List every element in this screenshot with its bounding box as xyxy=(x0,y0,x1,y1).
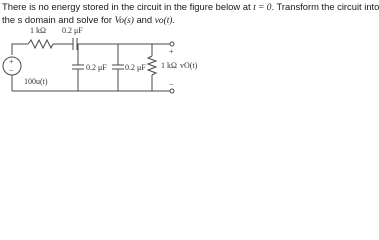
output-minus-sign: − xyxy=(169,80,174,89)
c1-label: 0.2 μF xyxy=(62,26,83,35)
source-label: 100u(t) xyxy=(24,77,48,86)
problem-text-2: the s domain and solve for xyxy=(2,14,112,25)
output-plus-sign: + xyxy=(169,47,174,56)
r2-label: 1 kΩ xyxy=(161,61,177,70)
output-terminal-top xyxy=(170,42,174,46)
problem-line-1 xyxy=(2,1,379,14)
resistor-r1 xyxy=(28,40,53,48)
c3-label: 0.2 μF xyxy=(125,63,146,72)
source-minus-sign: − xyxy=(9,66,14,75)
source-plus-sign: + xyxy=(9,57,14,66)
Vo-s-symbol: Vo(s) xyxy=(114,16,134,26)
problem-text-1: There is no energy stored in the circuit in the figure below at xyxy=(2,1,251,12)
vo-t-symbol: vo(t) xyxy=(154,16,173,26)
conjunction: and xyxy=(136,14,153,25)
output-voltage-label: vO(t) xyxy=(180,61,198,70)
problem-text-1-end: . Transform the circuit into xyxy=(271,1,379,12)
output-terminal-bottom xyxy=(170,89,174,93)
problem-period: . xyxy=(172,14,176,25)
circuit-diagram xyxy=(0,24,350,96)
time-zero: t = 0 xyxy=(253,3,272,13)
c2-label: 0.2 μF xyxy=(86,63,107,72)
r1-label: 1 kΩ xyxy=(30,26,46,35)
top-wire-left xyxy=(12,44,28,55)
resistor-r2 xyxy=(148,56,156,75)
